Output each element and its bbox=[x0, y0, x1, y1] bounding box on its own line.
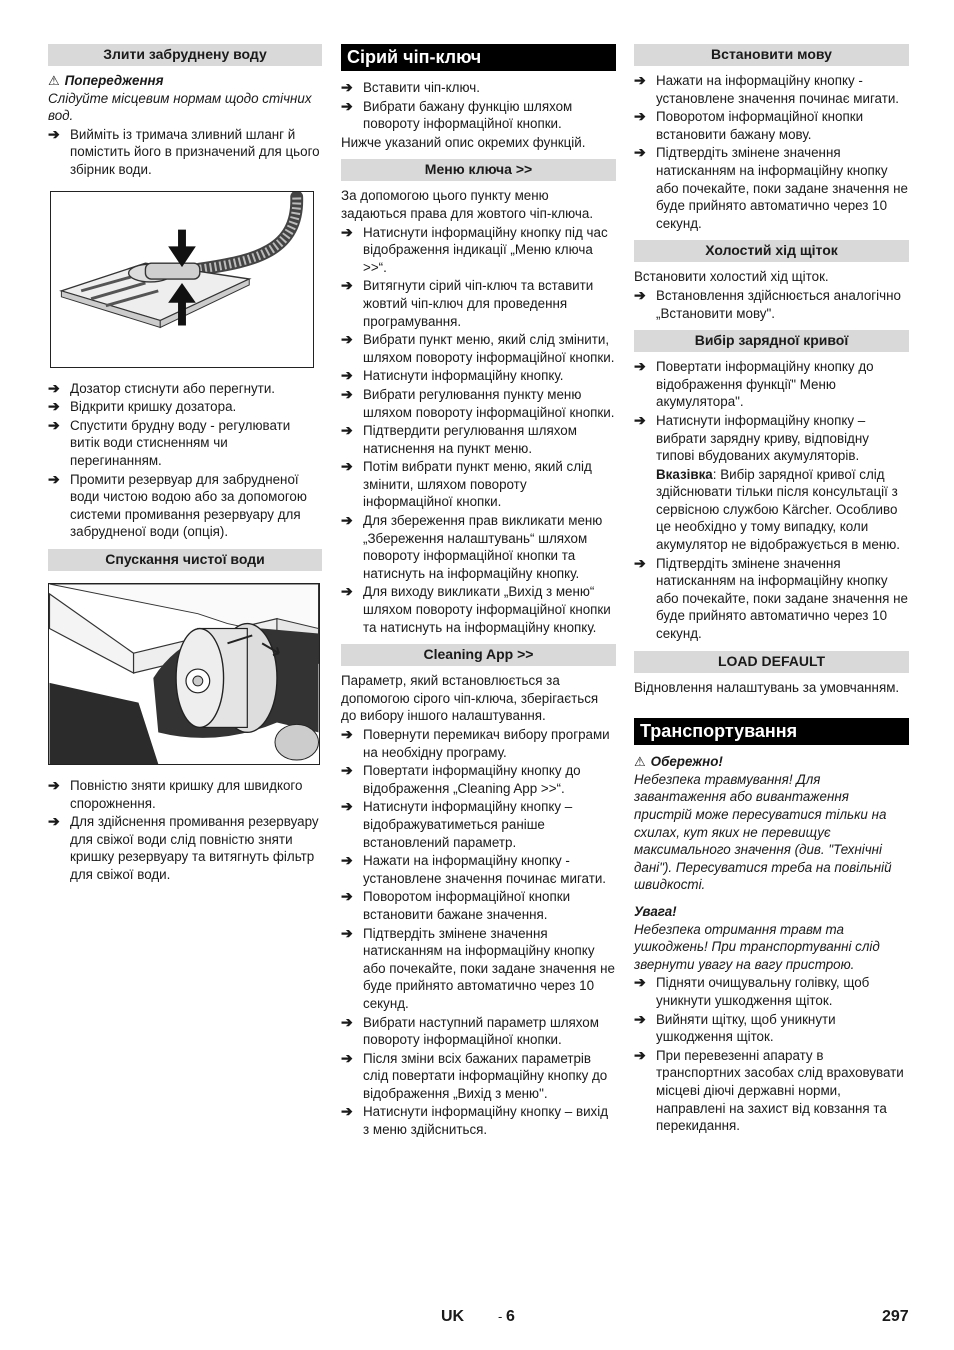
arrow-right-icon: ➔ bbox=[341, 888, 353, 905]
list-item: ➔ Повернути перемикач вибору програми на необхідну програму. bbox=[341, 726, 610, 760]
footer-page-number: 297 bbox=[882, 1308, 909, 1325]
attention-text: Небезпека отримання травм та ушкоджень! При транспортуванні слід звернути увагу на вагу пристрою. bbox=[634, 921, 880, 972]
column-left bbox=[48, 44, 322, 884]
list-item: ➔ Для виходу викликати „Вихід з меню“ шляхом повороту інформаційної кнопки та натиснуть на інформаційну кнопку. bbox=[341, 583, 611, 635]
list-item: ➔ Нажати на інформаційну кнопку - установлене значення починає мигати. bbox=[341, 852, 607, 886]
arrow-right-icon: ➔ bbox=[341, 422, 353, 439]
list-item: ➔ Повертати інформаційну кнопку до відображення „Cleaning App >>“. bbox=[341, 762, 581, 796]
note-paragraph bbox=[634, 466, 909, 554]
list-item: ➔ Вийміть із тримача зливний шланг й помістить його в призначений для цього збірник води. bbox=[48, 125, 320, 177]
arrow-right-icon: ➔ bbox=[48, 379, 60, 396]
section-heading-drain-clean: Спускання чистої води bbox=[48, 549, 322, 571]
arrow-right-icon: ➔ bbox=[634, 974, 646, 991]
arrow-right-icon: ➔ bbox=[341, 852, 353, 869]
list-item: ➔ Вибрати пункт меню, який слід змінити, шляхом повороту інформаційної кнопки. bbox=[341, 331, 615, 365]
arrow-right-icon: ➔ bbox=[341, 762, 353, 779]
arrow-right-icon: ➔ bbox=[341, 1049, 353, 1066]
main-heading-grey-key: Сірий чіп-ключ bbox=[341, 44, 616, 71]
arrow-right-icon: ➔ bbox=[341, 798, 353, 815]
arrow-right-icon: ➔ bbox=[634, 554, 646, 571]
arrow-right-icon: ➔ bbox=[634, 144, 646, 161]
arrow-right-icon: ➔ bbox=[341, 458, 353, 475]
arrow-right-icon: ➔ bbox=[341, 583, 353, 600]
caution-title bbox=[634, 753, 909, 771]
warning-text: Слідуйте місцевим нормам щодо стічних вод. bbox=[48, 90, 312, 124]
arrow-right-icon: ➔ bbox=[634, 411, 646, 428]
figure-fresh-water-cap bbox=[48, 583, 320, 765]
section-heading-brush-idle: Холостий хід щіток bbox=[634, 240, 909, 262]
list-item: ➔ Повертати інформаційну кнопку до відображення функції" Меню акумулятора". bbox=[634, 358, 874, 410]
arrow-right-icon: ➔ bbox=[341, 1013, 353, 1030]
note-text: : Вибір зарядної кривої слід здійснювати тільки після консультації з сервісною службою Kärcher. Особливо це необхідно у тому випадку, коли акумулятор не відображується в меню. bbox=[656, 466, 900, 553]
arrow-right-icon: ➔ bbox=[634, 72, 646, 88]
arrow-right-icon: ➔ bbox=[48, 398, 60, 415]
fresh-water-cap-illustration bbox=[49, 584, 319, 764]
list-item: ➔ Натиснути інформаційну кнопку. bbox=[341, 367, 564, 384]
arrow-right-icon: ➔ bbox=[48, 416, 60, 433]
list-item: ➔ Вийняти щітку, щоб уникнути ушкодження щіток. bbox=[634, 1010, 836, 1045]
list-item: ➔ Поворотом інформаційної кнопки встановити бажану мову. bbox=[634, 108, 864, 142]
footer-language: UK bbox=[441, 1308, 465, 1325]
caution-title-text: Обережно! bbox=[650, 754, 723, 770]
warning-title-text: Попередження bbox=[64, 73, 164, 88]
list-item: ➔ Натиснути інформаційну кнопку – вибрати зарядну криву, відповідну типові вбудованих акумуляторів. bbox=[634, 411, 869, 464]
list-item: ➔ Підняти очищувальну голівку, щоб уникнути ушкодження щіток. bbox=[634, 974, 870, 1008]
arrow-right-icon: ➔ bbox=[341, 1103, 353, 1120]
arrow-right-icon: ➔ bbox=[341, 367, 353, 384]
arrow-right-icon: ➔ bbox=[48, 776, 60, 793]
footer-local-page bbox=[498, 1308, 515, 1326]
paragraph: Параметр, який встановлюється за допомогою сірого чіп-ключа, зберігається до вибору іншого налаштування. bbox=[341, 673, 599, 724]
list-item: ➔ Підтвердіть змінене значення натисканням на інформаційну кнопку або почекайте, поки задане значення не буде прийнято автоматично через 10 секунд. bbox=[341, 924, 615, 1011]
arrow-right-icon: ➔ bbox=[634, 1010, 646, 1027]
main-heading-transport: Транспортування bbox=[634, 718, 909, 745]
arrow-right-icon: ➔ bbox=[341, 97, 353, 114]
list-item: ➔ Вибрати бажану функцію шляхом повороту інформаційної кнопки. bbox=[341, 97, 573, 132]
list-item: ➔ Після зміни всіх бажаних параметрів слід повертати інформаційну кнопку до відображення „Вихід з меню". bbox=[341, 1049, 608, 1101]
list-item: ➔ Натиснути інформаційну кнопку – відображуватиметься раніше встановлений параметр. bbox=[341, 798, 573, 850]
arrow-right-icon: ➔ bbox=[341, 277, 353, 294]
list-item: ➔ Дозатор стиснути або перегнути. bbox=[48, 379, 276, 396]
list-item: ➔ При перевезенні апарату в транспортних засобах слід враховувати місцеві діючі державні норми, направлені на захист від ковзання та перекидання. bbox=[634, 1046, 904, 1134]
warning-triangle-icon: ⚠ bbox=[634, 754, 646, 770]
arrow-right-icon: ➔ bbox=[341, 223, 353, 240]
drain-hose-illustration bbox=[51, 192, 313, 367]
column-middle bbox=[341, 44, 616, 1140]
list-item: ➔ Вибрати наступний параметр шляхом повороту інформаційної кнопки. bbox=[341, 1013, 599, 1048]
note-label: Вказівка bbox=[656, 466, 713, 482]
list-item: ➔ Нажати на інформаційну кнопку - установлене значення починає мигати. bbox=[634, 72, 900, 106]
arrow-right-icon: ➔ bbox=[341, 79, 353, 95]
arrow-right-icon: ➔ bbox=[341, 512, 353, 529]
column-right bbox=[634, 44, 909, 1136]
paragraph: Відновлення налаштувань за умовчанням. bbox=[634, 679, 900, 695]
warning-triangle-icon: ⚠ bbox=[48, 73, 60, 88]
section-heading-set-language: Встановити мову bbox=[634, 44, 909, 66]
list-item: ➔ Підтвердити регулювання шляхом натиснення на пункт меню. bbox=[341, 422, 577, 456]
list-item: ➔ Вибрати регулювання пункту меню шляхом повороту інформаційної кнопки. bbox=[341, 385, 615, 420]
list-item: ➔ Підтвердіть змінене значення натисканням на інформаційну кнопку або почекайте, поки задане значення не буде прийнято автоматично через 10 секунд. bbox=[634, 554, 908, 642]
list-item: ➔ Повністю зняти кришку для швидкого спорожнення. bbox=[48, 776, 303, 811]
paragraph: Встановити холостий хід щіток. bbox=[634, 269, 829, 285]
section-heading-charge-curve: Вибір зарядної кривої bbox=[634, 330, 909, 352]
section-heading-drain-dirty: Злити забруднену воду bbox=[48, 44, 322, 66]
arrow-right-icon: ➔ bbox=[341, 726, 353, 742]
arrow-right-icon: ➔ bbox=[48, 125, 60, 142]
arrow-right-icon: ➔ bbox=[48, 470, 60, 487]
arrow-right-icon: ➔ bbox=[634, 108, 646, 125]
list-item: ➔ Витягнути сірий чіп-ключ та вставити жовтий чіп-ключ для проведення програмування. bbox=[341, 277, 594, 329]
arrow-right-icon: ➔ bbox=[341, 924, 353, 941]
footer-page-local: 6 bbox=[505, 1308, 515, 1325]
caution-text: Небезпека травмування! Для завантаження або вивантаження пристрій може пересуватися тільки на схилах, кут яких не перевищує максимального значення (див. "Технічні дані"). Пересуватися треба на повільній швидкості. bbox=[634, 771, 892, 893]
list-item: ➔ Натиснути інформаційну кнопку – вихід з меню здійсниться. bbox=[341, 1103, 609, 1138]
footer-page-prefix: - bbox=[498, 1309, 506, 1324]
arrow-right-icon: ➔ bbox=[634, 358, 646, 375]
list-item: ➔ Натиснути інформаційну кнопку під час відображення індикації „Меню ключа >>“. bbox=[341, 223, 608, 275]
section-heading-key-menu: Меню ключа >> bbox=[341, 159, 616, 181]
arrow-right-icon: ➔ bbox=[341, 331, 353, 348]
list-item: ➔ Для здійснення промивання резервуару для свіжої води слід повністю зняти кришку резервуару та витягнуть фільтр для свіжої води. bbox=[48, 813, 319, 882]
list-item: ➔ Встановлення здійснюється аналогічно „Встановити мову". bbox=[634, 286, 901, 321]
list-item: ➔ Відкрити кришку дозатора. bbox=[48, 398, 237, 415]
section-heading-load-default: LOAD DEFAULT bbox=[634, 651, 909, 673]
list-item: ➔ Підтвердіть змінене значення натисканням на інформаційну кнопку або почекайте, поки задане значення не буде прийнято автоматично через 10 секунд. bbox=[634, 144, 908, 231]
arrow-right-icon: ➔ bbox=[341, 385, 353, 402]
attention-title: Увага! bbox=[634, 903, 677, 919]
paragraph: За допомогою цього пункту меню задаються права для жовтого чіп-ключа. bbox=[341, 188, 594, 221]
section-heading-cleaning-app: Cleaning App >> bbox=[341, 644, 616, 666]
list-item: ➔ Для збереження прав викликати меню „Збереження налаштувань“ шляхом повороту інформаційної кнопки та натиснуть на інформаційну кнопку. bbox=[341, 512, 603, 581]
arrow-right-icon: ➔ bbox=[634, 1046, 646, 1063]
paragraph: Нижче указаний опис окремих функцій. bbox=[341, 134, 586, 150]
figure-drain-hose bbox=[50, 191, 314, 368]
arrow-right-icon: ➔ bbox=[634, 286, 646, 303]
list-item: ➔ Спустити брудну воду - регулювати витік води стисненням чи перегинанням. bbox=[48, 416, 291, 468]
arrow-right-icon: ➔ bbox=[48, 813, 60, 830]
warning-title bbox=[48, 72, 322, 90]
list-item: ➔ Поворотом інформаційної кнопки встановити бажане значення. bbox=[341, 888, 571, 922]
list-item: ➔ Промити резервуар для забрудненої води чистою водою або за допомогою системи промивання резервуару для забрудненої води (опція). bbox=[48, 470, 307, 540]
list-item: ➔ Вставити чіп-ключ. bbox=[341, 79, 480, 95]
list-item: ➔ Потім вибрати пункт меню, який слід змінити, шляхом повороту інформаційної кнопки. bbox=[341, 458, 592, 510]
